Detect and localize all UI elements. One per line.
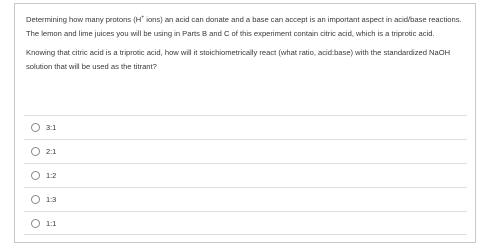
radio-button[interactable] (31, 147, 40, 156)
option-2-1[interactable] (24, 139, 467, 163)
option-3-1[interactable] (24, 115, 467, 139)
charge-superscript: + (141, 14, 145, 21)
option-label: 1:2 (46, 171, 57, 180)
option-label: 2:1 (46, 147, 57, 156)
option-1-2[interactable] (24, 163, 467, 187)
intro-text-start: Determining how many protons (H (26, 15, 142, 24)
option-label: 1:1 (46, 218, 57, 228)
intro-text-rest: ions) an acid can donate and a base can accept is an important aspect in acid/base reactions. The lemon and lime juices you will be using in Parts B and C of this experiment contain citric acid, which is a triprotic acid. (26, 15, 462, 38)
answer-options (24, 115, 467, 235)
radio-button[interactable] (31, 195, 40, 204)
question-text (26, 13, 470, 73)
option-1-1[interactable] (24, 211, 467, 235)
option-label: 1:3 (46, 195, 57, 204)
option-1-3[interactable] (24, 187, 467, 211)
option-label: 3:1 (46, 123, 57, 132)
question-card (14, 3, 476, 243)
radio-button[interactable] (31, 171, 40, 180)
question-prompt: Knowing that citric acid is a triprotic acid, how will it stoichiometrically react (what ratio, acid:base) with the standardized NaOH solution that will be used as the titrant? (26, 48, 451, 71)
radio-button[interactable] (31, 219, 40, 228)
question-paragraph-intro (26, 13, 470, 40)
radio-button[interactable] (31, 123, 40, 132)
